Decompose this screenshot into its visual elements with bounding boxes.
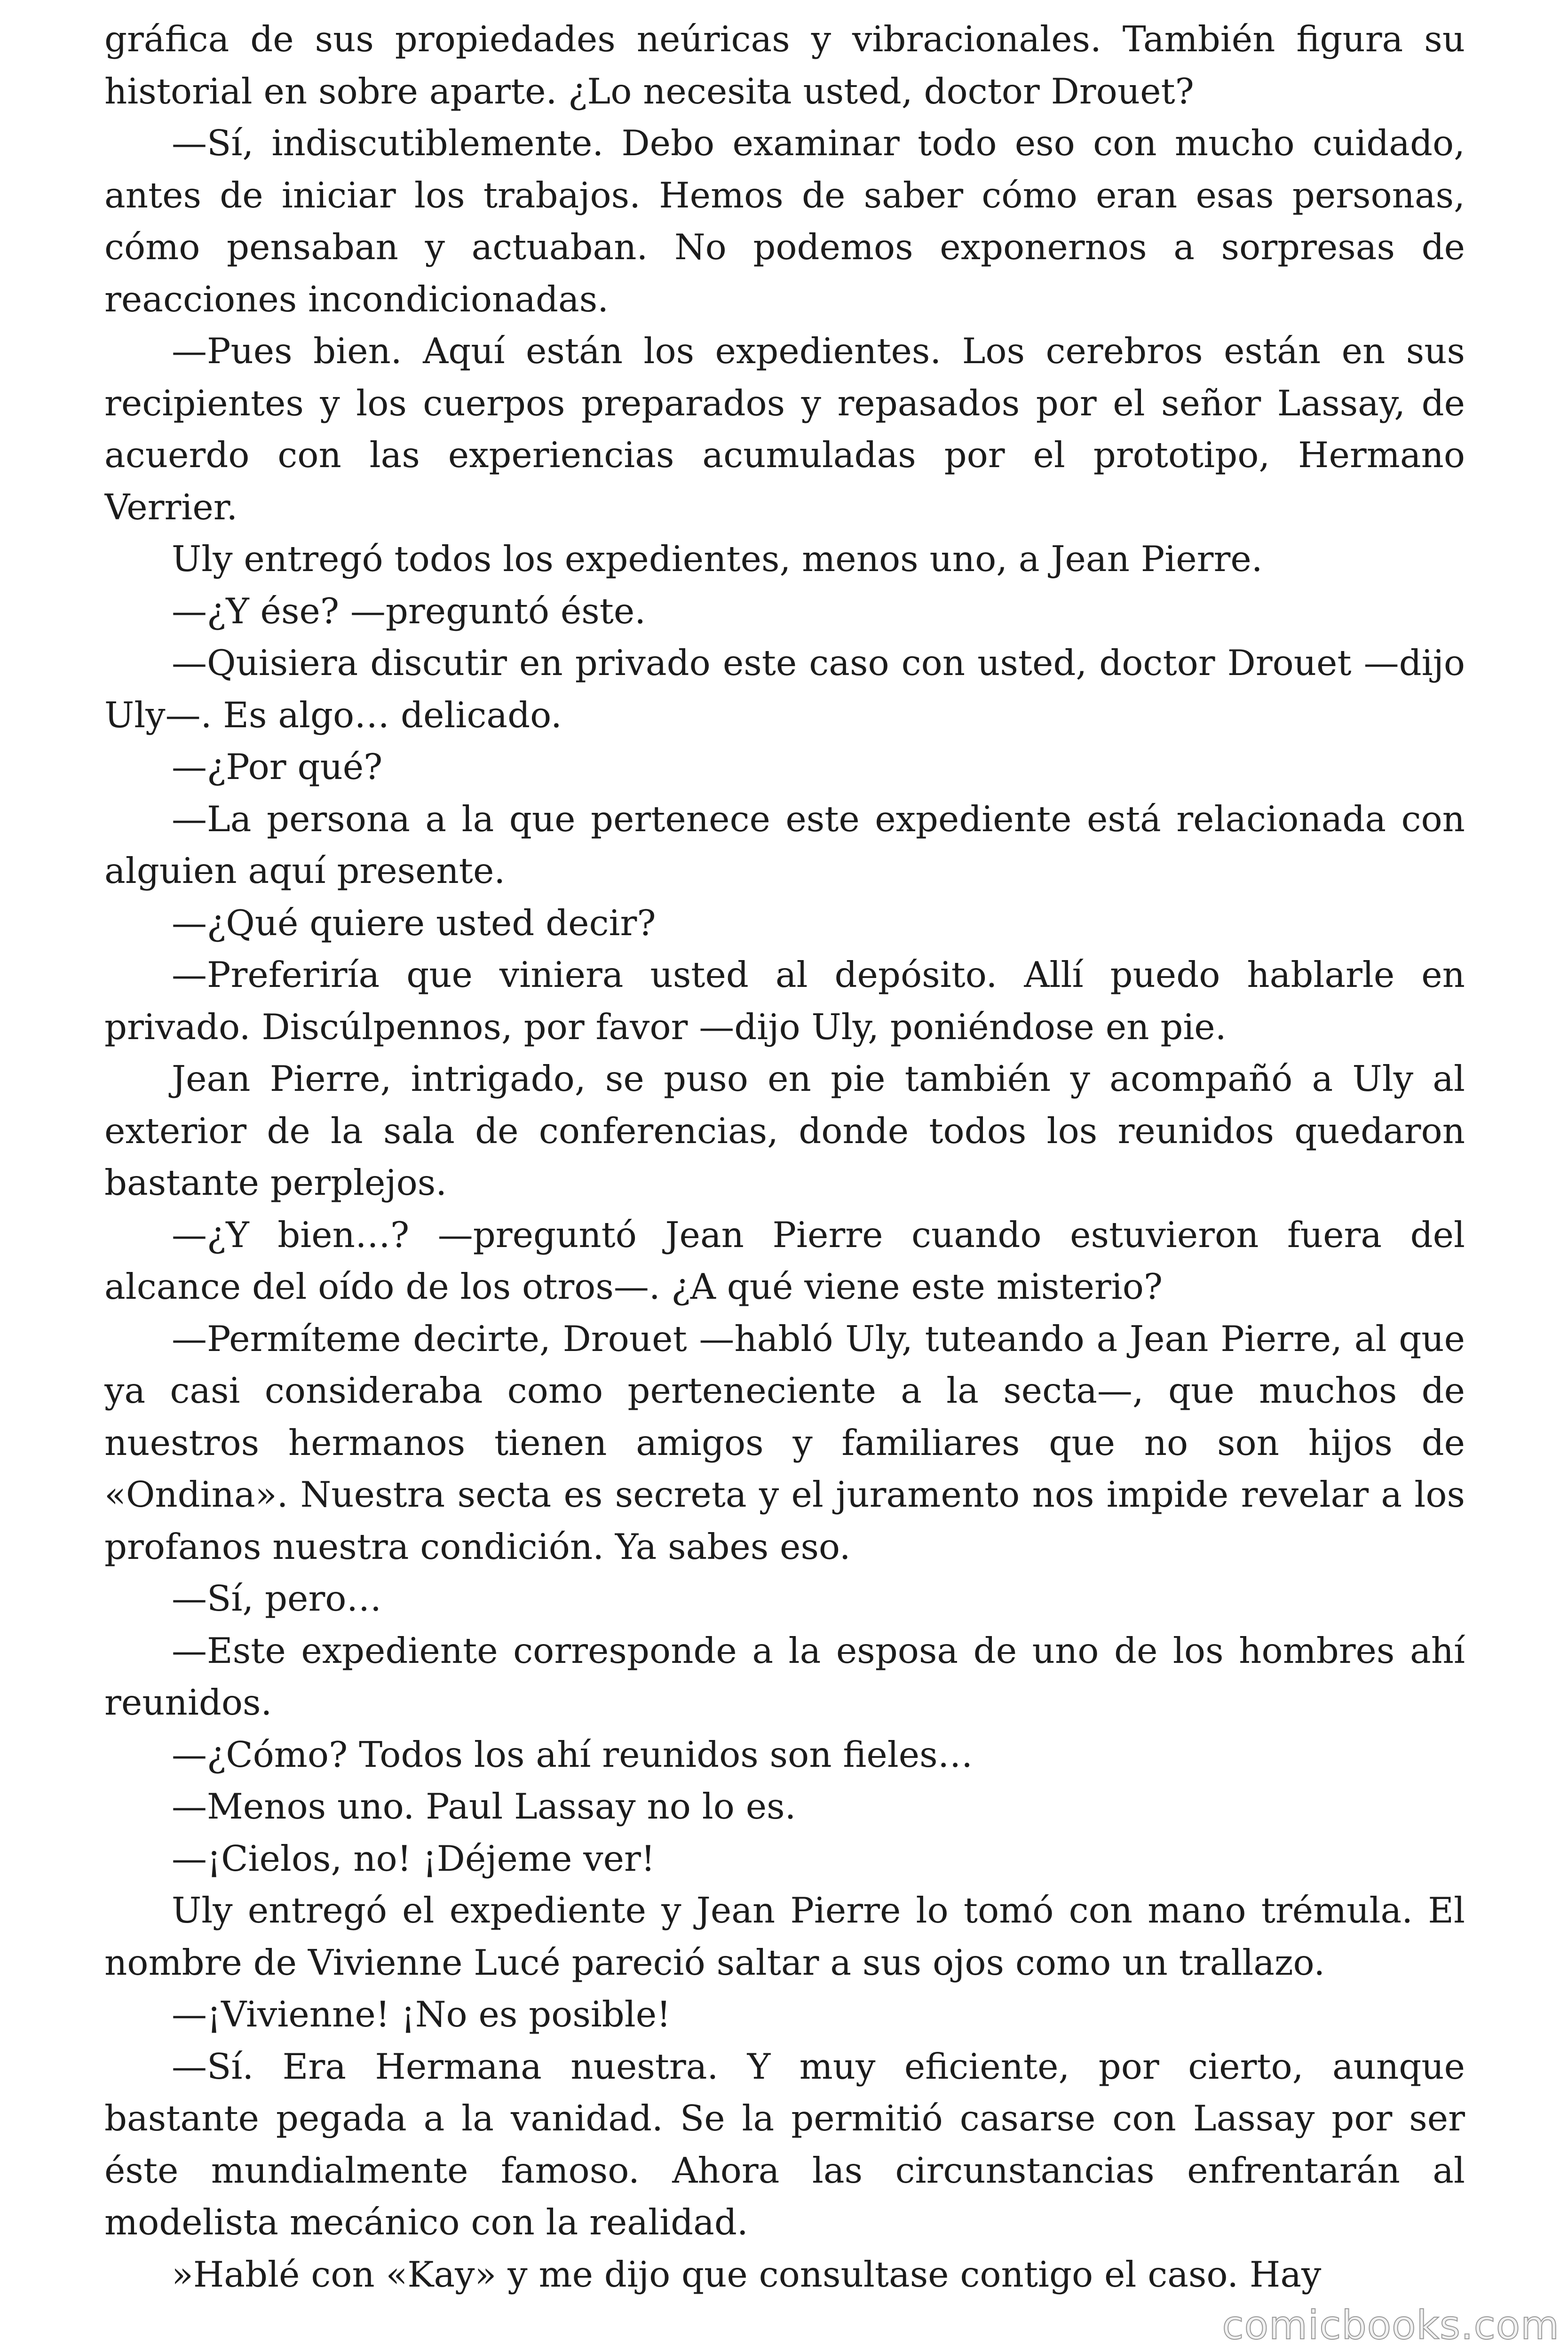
paragraph: —¿Y bien…? —preguntó Jean Pierre cuando estuvieron fuera del alcance del oído de los otros—. ¿A qué viene este misterio? [104,1214,1465,1307]
paragraph: —¿Por qué? [172,746,383,787]
paragraph: gráfica de sus propiedades neúricas y vibracionales. También figura su historial en sobre aparte. ¿Lo necesita usted, doctor Drouet? [104,18,1465,112]
paragraph: Uly entregó todos los expedientes, menos uno, a Jean Pierre. [172,538,1263,580]
paragraph: —Sí, pero… [172,1578,382,1619]
paragraph: —Permíteme decirte, Drouet —habló Uly, tuteando a Jean Pierre, al que ya casi consideraba como perteneciente a la secta—, que muchos de nuestros hermanos tienen amigos y familiares que no son hijos de «Ondina». Nuestra secta es secreta y el juramento nos impide revelar a los profanos nuestra condición. Ya sabes eso. [104,1318,1465,1567]
paragraph: —¿Cómo? Todos los ahí reunidos son fieles… [172,1733,973,1775]
body-text [104,13,1465,2300]
paragraph: —¡Vivienne! ¡No es posible! [172,1994,671,2035]
paragraph: —¡Cielos, no! ¡Déjeme ver! [172,1837,656,1879]
paragraph: —¿Y ése? —preguntó éste. [172,590,646,632]
paragraph: —Pues bien. Aquí están los expedientes. Los cerebros están en sus recipientes y los cuerpos preparados y repasados por el señor Lassay, de acuerdo con las experiencias acumuladas por el prototipo, Hermano Verrier. [104,330,1465,528]
paragraph: —Quisiera discutir en privado este caso con usted, doctor Drouet —dijo Uly—. Es algo… delicado. [104,642,1465,736]
watermark-logo: comicbooks.com [1222,2302,1560,2348]
paragraph: —Preferiría que viniera usted al depósito. Allí puedo hablarle en privado. Discúlpennos, por favor —dijo Uly, poniéndose en pie. [104,954,1465,1048]
book-page [104,13,1465,2337]
paragraph: —Sí. Era Hermana nuestra. Y muy eficiente, por cierto, aunque bastante pegada a la vanidad. Se la permitió casarse con Lassay por ser éste mundialmente famoso. Ahora las circunstancias enfrentarán al modelista mecánico con la realidad. [104,2045,1465,2243]
paragraph: —¿Qué quiere usted decir? [172,902,656,944]
paragraph: Jean Pierre, intrigado, se puso en pie también y acompañó a Uly al exterior de la sala de conferencias, donde todos los reunidos quedaron bastante perplejos. [104,1058,1465,1203]
paragraph: —Menos uno. Paul Lassay no lo es. [172,1786,796,1827]
paragraph: »Hablé con «Kay» y me dijo que consultase contigo el caso. Hay [172,2253,1322,2295]
paragraph: —Sí, indiscutiblemente. Debo examinar todo eso con mucho cuidado, antes de iniciar los trabajos. Hemos de saber cómo eran esas personas, cómo pensaban y actuaban. No podemos exponernos a sorpresas de reacciones incondicionadas. [104,122,1465,320]
paragraph: —La persona a la que pertenece este expediente está relacionada con alguien aquí presente. [104,798,1465,891]
paragraph: —Este expediente corresponde a la esposa de uno de los hombres ahí reunidos. [104,1629,1465,1723]
paragraph: Uly entregó el expediente y Jean Pierre lo tomó con mano trémula. El nombre de Vivienne Lucé pareció saltar a sus ojos como un trallazo. [104,1890,1465,1983]
